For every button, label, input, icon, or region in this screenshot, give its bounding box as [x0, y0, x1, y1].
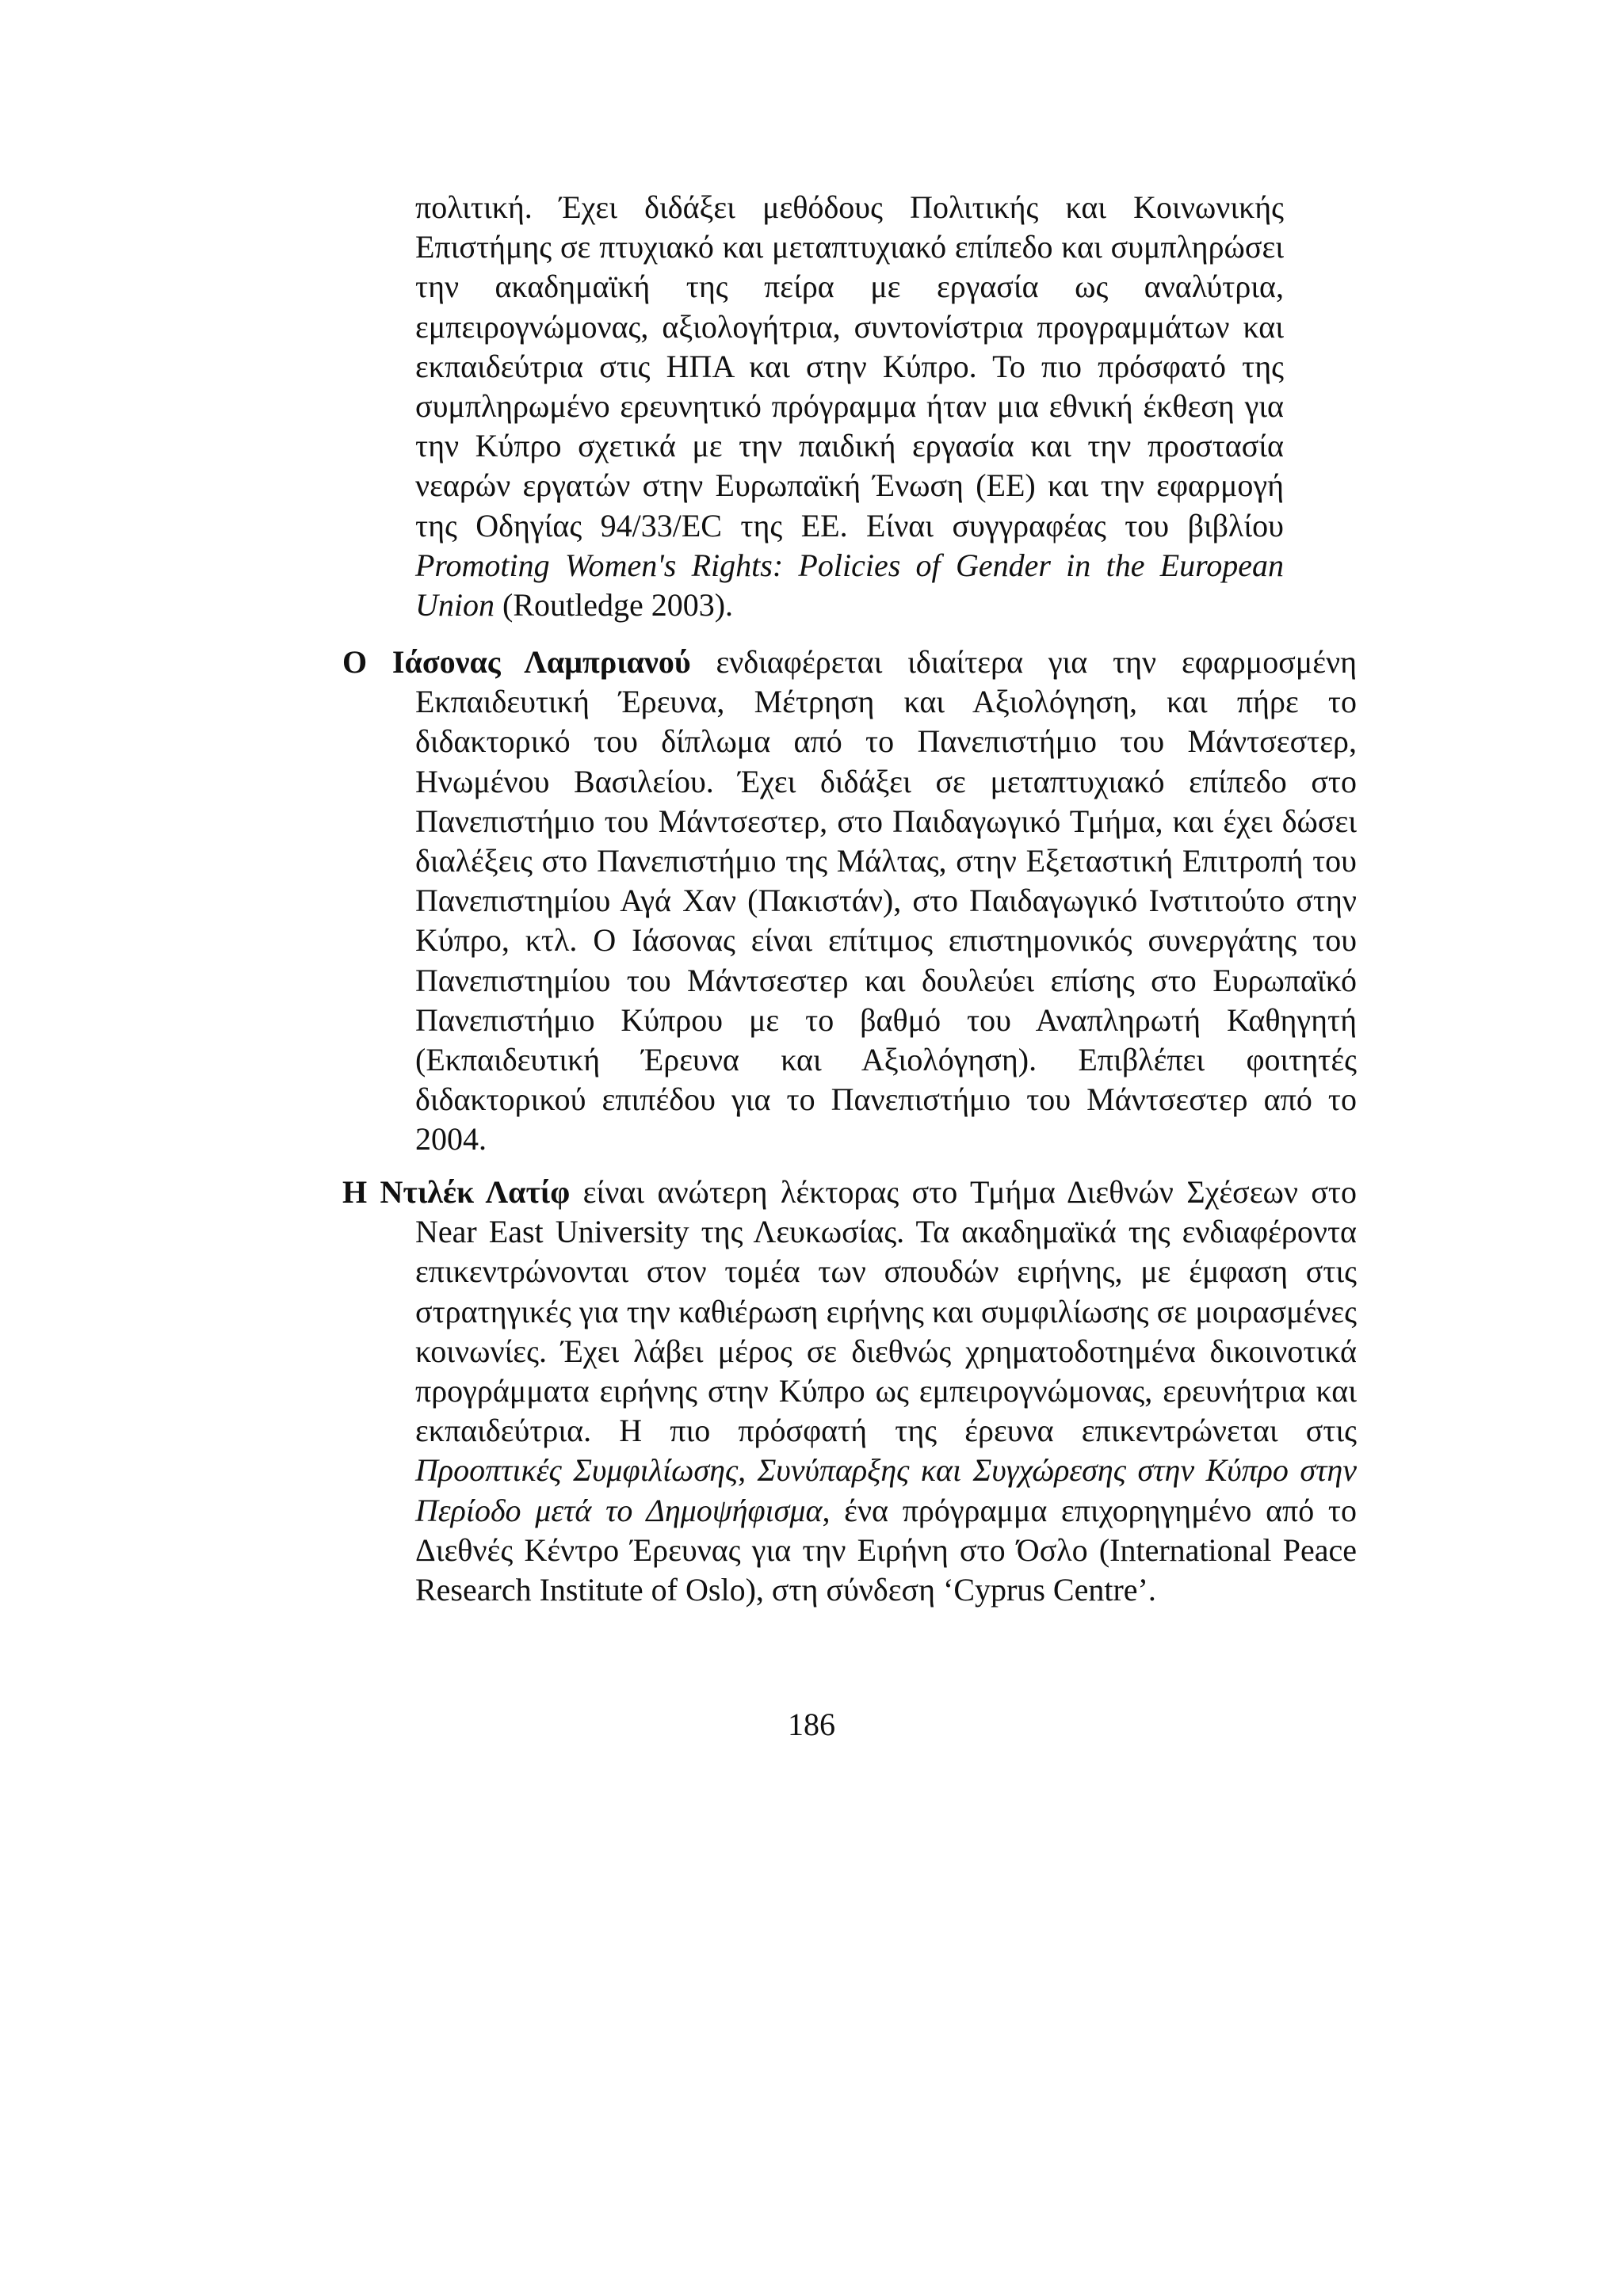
book-title: Promoting Women's Rights: Policies of Gender in the European Union: [415, 547, 1284, 624]
page-number: 186: [788, 1707, 835, 1742]
biography-text-end: , ένα πρόγραμμα επιχορηγημένο από το Διεθνές Κέντρο Έρευνας για την Ειρήνη στο Όσλο (International Peace Research Institute of Oslo), στη σύνδεση ‘Cyprus Centre’.: [415, 1492, 1357, 1608]
biography-latif: [342, 1173, 1357, 1610]
biography-name: Η Ντιλέκ Λατίφ: [342, 1174, 571, 1210]
continued-biography-text: πολιτική. Έχει διδάξει μεθόδους Πολιτικής και Κοινωνικής Επιστήμης σε πτυχιακό και μεταπτυχιακό επίπεδο και συμπληρώσει την ακαδημαϊκή της πείρα με εργασία ως αναλύτρια, εμπειρογνώμονας, αξιολογήτρια, συντονίστρια προγραμμάτων και εκπαιδεύτρια στις ΗΠΑ και στην Κύπρο. Το πιο πρόσφατό της συμπληρωμένο ερευνητικό πρόγραμμα ήταν μια εθνική έκθεση για την Κύπρο σχετικά με την παιδική εργασία και την προστασία νεαρών εργατών στην Ευρωπαϊκή Ένωση (ΕΕ) και την εφαρμογή της Οδηγίας 94/33/EC της ΕΕ. Είναι συγγραφέας του βιβλίου: [415, 189, 1284, 543]
biography-lamprianou: [342, 643, 1357, 1160]
book-publisher-note: (Routledge 2003).: [495, 587, 734, 624]
biography-text: είναι ανώτερη λέκτορας στο Τμήμα Διεθνών Σχέσεων στο Near East University της Λευκωσίας. Τα ακαδημαϊκά της ενδιαφέροντα επικεντρώνονται στον τομέα των σπουδών ειρήνης, με έμφαση στις στρατηγικές για την καθιέρωση ειρήνης και συμφιλίωσης σε μοιρασμένες κοινωνίες. Έχει λάβει μέρος σε διεθνώς χρηματοδοτημένα δικοινοτικά προγράμματα ειρήνης στην Κύπρο ως εμπειρογνώμονας, ερευνήτρια και εκπαιδεύτρια. Η πιο πρόσφατή της έρευνα επικεντρώνεται στις: [415, 1174, 1357, 1449]
continued-biography-paragraph: [342, 188, 1284, 625]
biography-text: ενδιαφέρεται ιδιαίτερα για την εφαρμοσμένη Εκπαιδευτική Έρευνα, Μέτρηση και Αξιολόγηση, και πήρε το διδακτορικό του δίπλωμα από το Πανεπιστήμιο του Μάντσεστερ, Ηνωμένου Βασιλείου. Έχει διδάξει σε μεταπτυχιακό επίπεδο στο Πανεπιστήμιο του Μάντσεστερ, στο Παιδαγωγικό Τμήμα, και έχει δώσει διαλέξεις στο Πανεπιστήμιο της Μάλτας, στην Εξεταστική Επιτροπή του Πανεπιστημίου Αγά Χαν (Πακιστάν), στο Παιδαγωγικό Ινστιτούτο στην Κύπρο, κτλ. Ο Ιάσονας είναι επίτιμος επιστημονικός συνεργάτης του Πανεπιστημίου του Μάντσεστερ και δουλεύει επίσης στο Ευρωπαϊκό Πανεπιστήμιο Κύπρου με το βαθμό του Αναπληρωτή Καθηγητή (Εκπαιδευτική Έρευνα και Αξιολόγηση). Επιβλέπει φοιτητές διδακτορικού επιπέδου για το Πανεπιστήμιο του Μάντσεστερ από το 2004.: [415, 644, 1357, 1158]
biography-name: Ο Ιάσονας Λαμπριανού: [342, 644, 691, 680]
research-title: Προοπτικές Συμφιλίωσης, Συνύπαρξης και Συγχώρεσης στην Κύπρο στην Περίοδο μετά το Δημοψήφισμα: [415, 1452, 1357, 1528]
